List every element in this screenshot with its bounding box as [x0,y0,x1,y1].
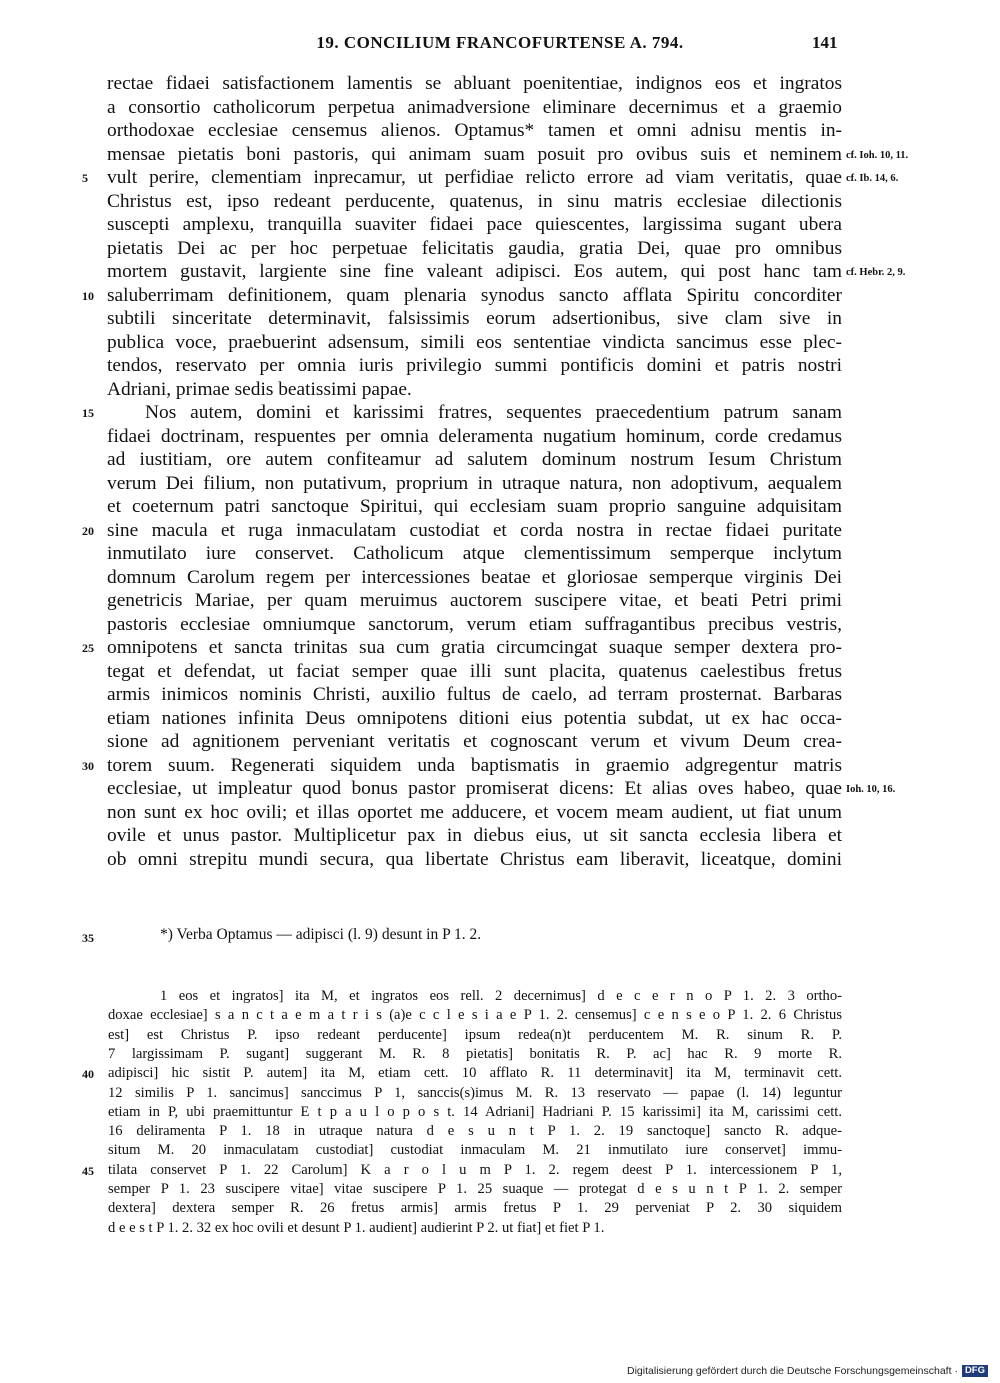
running-title: 19. CONCILIUM FRANCOFURTENSE A. 794. [316,33,684,52]
margin-note: cf. Hebr. 2, 9. [846,267,906,278]
text-line: genetricis Mariae, per quam meruimus auctorem suscipere vitae, et beati Petri primi [107,590,842,611]
text-line: et coeternum patri sanctoque Spiritui, qui ecclesiam suam proprio sanguine adquisitam [107,496,842,517]
apparatus-line: semper P 1. 23 suscipere vitae] vitae suscipere P 1. 25 suaque — protegat d e s u n t P 1. 2. semper [108,1181,842,1197]
text-line: saluberrimam definitionem, quam plenaria synodus sancto afflata Spiritu concorditer [107,284,842,306]
text-line: verum Dei filium, non putativum, proprium in utraque natura, non adoptivum, aequalem [107,472,842,494]
margin-note: cf. Ib. 14, 6. [846,173,899,184]
text-line: sine macula et ruga inmaculatam custodiat et corda nostra in rectae fidaei puritate [107,519,842,541]
digitization-credit [627,1365,988,1377]
text-line: ovile et unus pastor. Multiplicetur pax in diebus eius, ut sit sancta ecclesia libera et [107,825,842,846]
apparatus-line-number: 40 [82,1067,94,1082]
text-line: pietatis Dei ac per hoc perpetuae felicitatis gaudia, gratia Dei, quae pro omnibus [107,237,842,259]
text-line: fidaei doctrinam, respuentes per omnia deleramenta nugatium hominum, corde credamus [107,425,842,447]
text-line: Nos autem, domini et karissimi fratres, sequentes praecedentium patrum sanam [145,402,842,423]
apparatus-line: etiam in P, ubi praemittuntur E t p a u l o p o s t. 14 Adriani] Hadriani P. 15 karissimi] ita M, carissimi cett. [108,1103,842,1120]
credit-text: Digitalisierung gefördert durch die Deutsche Forschungsgemeinschaft · [627,1365,958,1377]
text-line: non sunt ex hoc ovili; et illas oportet me adducere, et vocem meam audient, ut fiat unum [107,801,842,823]
apparatus-line: 16 deliramenta P 1. 18 in utraque natura d e s u n t P 1. 2. 19 sanctoque] sancto R. adque- [108,1123,842,1140]
line-number: 30 [82,758,94,773]
text-line: inmutilato iure conservet. Catholicum atque clementissimum semperque inclytum [107,543,842,564]
text-line: vult perire, clementiam inprecamur, ut perfidiae relicto errore ad viam veritatis, quae [107,167,842,188]
text-line: Christus est, ipso redeant perducente, quatenus, in sinu matris ecclesiae dilectionis [107,190,842,212]
text-line: omnipotens et sancta trinitas sua cum gratia circumcingat suaque semper dextera pro- [107,637,842,658]
line-number: 5 [82,171,88,185]
footnote-line-number: 35 [82,931,94,945]
apparatus-line: 7 largissimam P. sugant] suggerant M. R. 8 pietatis] bonitatis R. P. ac] hac R. 9 morte R. [108,1045,842,1062]
line-number: 15 [82,406,94,420]
line-number: 10 [82,288,94,303]
text-line: Adriani, primae sedis beatissimi papae. [107,378,412,400]
margin-note: cf. Ioh. 10, 11. [846,149,909,161]
apparatus-line-number: 45 [82,1163,94,1178]
page-number: 141 [812,33,838,52]
text-line: tegat et defendat, ut faciat semper quae illi sunt placita, quatenus caelestibus fretus [107,660,842,682]
apparatus-line: doxae ecclesiae] s a n c t a e m a t r i s (a)e c c l e s i a e P 1. 2. censemus] c e n s e o P 1. 2. 6 Christus [108,1007,842,1024]
text-line: ob omni strepitu mundi secura, qua libertate Christus eam liberavit, liceatque, domini [107,848,842,870]
apparatus-line: 1 eos et ingratos] ita M, et ingratos eos rell. 2 decernimus] d e c e r n o P 1. 2. 3 ortho- [160,988,842,1004]
line-number: 20 [82,523,94,538]
text-line: mortem gustavit, largiente sine fine valeant adipisci. Eos autem, qui post hanc tam [107,261,842,282]
apparatus-line: est] est Christus P. ipso redeant perducente] ipsum redea(n)t perducentem M. R. sinum R. P. [108,1026,842,1043]
text-line: publica voce, praebuerint adsensum, simili eos sententiae vindicta sancimus esse plec- [107,331,842,353]
text-line: pastoris ecclesiae omniumque sanctorum, verum etiam suffragantibus precibus vestris, [107,613,842,635]
text-line: orthodoxae ecclesiae censemus alienos. Optamus* tamen et omni adnisu mentis in- [107,120,842,141]
text-line: mensae pietatis boni pastoris, qui animam suam posuit pro ovibus suis et neminem [107,143,842,165]
apparatus-line: 12 similis P 1. sancimus] sanccimus P 1, sanccis(s)imus M. R. 13 reservato — papae (l. 14) leguntur [108,1084,842,1101]
text-line: sione ad agnitionem perveniant veritatis et cognoscant verum et vivum Deum crea- [107,731,842,752]
text-line: torem suum. Regenerati siquidem unda baptismatis in graemio adgregentur matris [107,754,842,776]
text-line: ad iustitiam, ore autem confiteamur ad salutem dominum nostrum Iesum Christum [107,449,842,470]
text-line: rectae fidaei satisfactionem lamentis se abluant poenitentiae, indignos eos et ingratos [107,73,842,94]
text-line: etiam nationes infinita Deus omnipotens ditioni eius potentia subdat, ut ex hac occa- [107,707,842,729]
text-line: tendos, reservato per omnia iuris privilegio summi pontificis domini et patris nostri [107,355,842,376]
text-line: a consortio catholicorum perpetua animadversione eliminare decernimus et a graemio [107,96,842,118]
apparatus-line: situm M. 20 inmaculatam custodiat] custodiat inmaculam M. 21 inmutilato iure conservet] immu- [108,1142,842,1159]
text-line: suscepti amplexu, tranquilla suaviter fidaei pace quiescentes, largissima sugant ubera [107,214,842,235]
apparatus-line: tilata conservet P 1. 22 Carolum] K a r o l u m P 1. 2. regem deest P 1. intercessionem P 1, [108,1161,842,1178]
dfg-logo: DFG [962,1365,988,1377]
text-line: subtili sinceritate determinavit, falsissimis eorum adsertionibus, sive clam sive in [107,308,842,329]
text-line: domnum Carolum regem per intercessiones beatae et gloriosae semperque virginis Dei [107,566,842,588]
footnote: *) Verba Optamus — adipisci (l. 9) desunt in P 1. 2. [160,926,482,943]
text-line: ecclesiae, ut impleatur quod bonus pastor promiserat dicens: Et alias oves habeo, quae [107,778,842,799]
margin-note: Ioh. 10, 16. [846,784,896,795]
apparatus-line: adipisci] hic sistit P. autem] ita M, etiam cett. 10 afflato R. 11 determinavit] ita M, terminavit cett. [108,1065,842,1082]
apparatus-line: dextera] dextera semper R. 26 fretus armis] armis fretus P 1. 29 perveniat P 2. 30 siquidem [108,1200,842,1217]
line-number: 25 [82,641,94,655]
apparatus-line: d e e s t P 1. 2. 32 ex hoc ovili et desunt P 1. audient] audierint P 2. ut fiat] et fiet P 1. [108,1219,605,1236]
text-line: armis inimicos nominis Christi, auxilio fultus de caelo, ad terram prosternat. Barbaras [107,684,842,705]
